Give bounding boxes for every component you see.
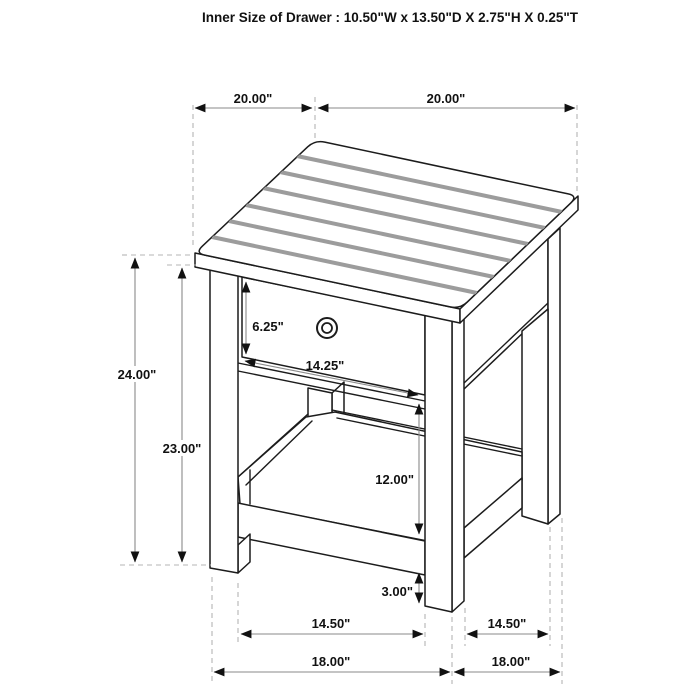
dim-label-top-width: 20.00"	[426, 91, 466, 106]
dim-label-overall-height: 24.00"	[117, 367, 157, 382]
dim-label-bottom-clearance: 3.00"	[381, 584, 413, 599]
front-right-leg	[425, 308, 464, 612]
lower-shelf	[238, 410, 522, 575]
dim-label-shelf-clearance: 12.00"	[375, 472, 414, 487]
diagram-title: Inner Size of Drawer : 10.50"W x 13.50"D X 2.75"H X 0.25"T	[201, 10, 579, 25]
dim-label-top-depth: 20.00"	[233, 91, 273, 106]
dim-label-base-width: 18.00"	[311, 654, 351, 669]
dim-label-inner-width: 14.50"	[311, 616, 351, 631]
drawer-knob-inner	[322, 323, 332, 333]
dim-label-leg-height: 23.00"	[162, 441, 202, 456]
dim-label-drawer-height: 6.25"	[252, 319, 284, 334]
dim-label-inner-depth: 14.50"	[487, 616, 527, 631]
dim-label-drawer-width: 14.25"	[305, 358, 345, 373]
table-drawing	[195, 142, 578, 612]
dim-label-base-depth: 18.00"	[491, 654, 531, 669]
